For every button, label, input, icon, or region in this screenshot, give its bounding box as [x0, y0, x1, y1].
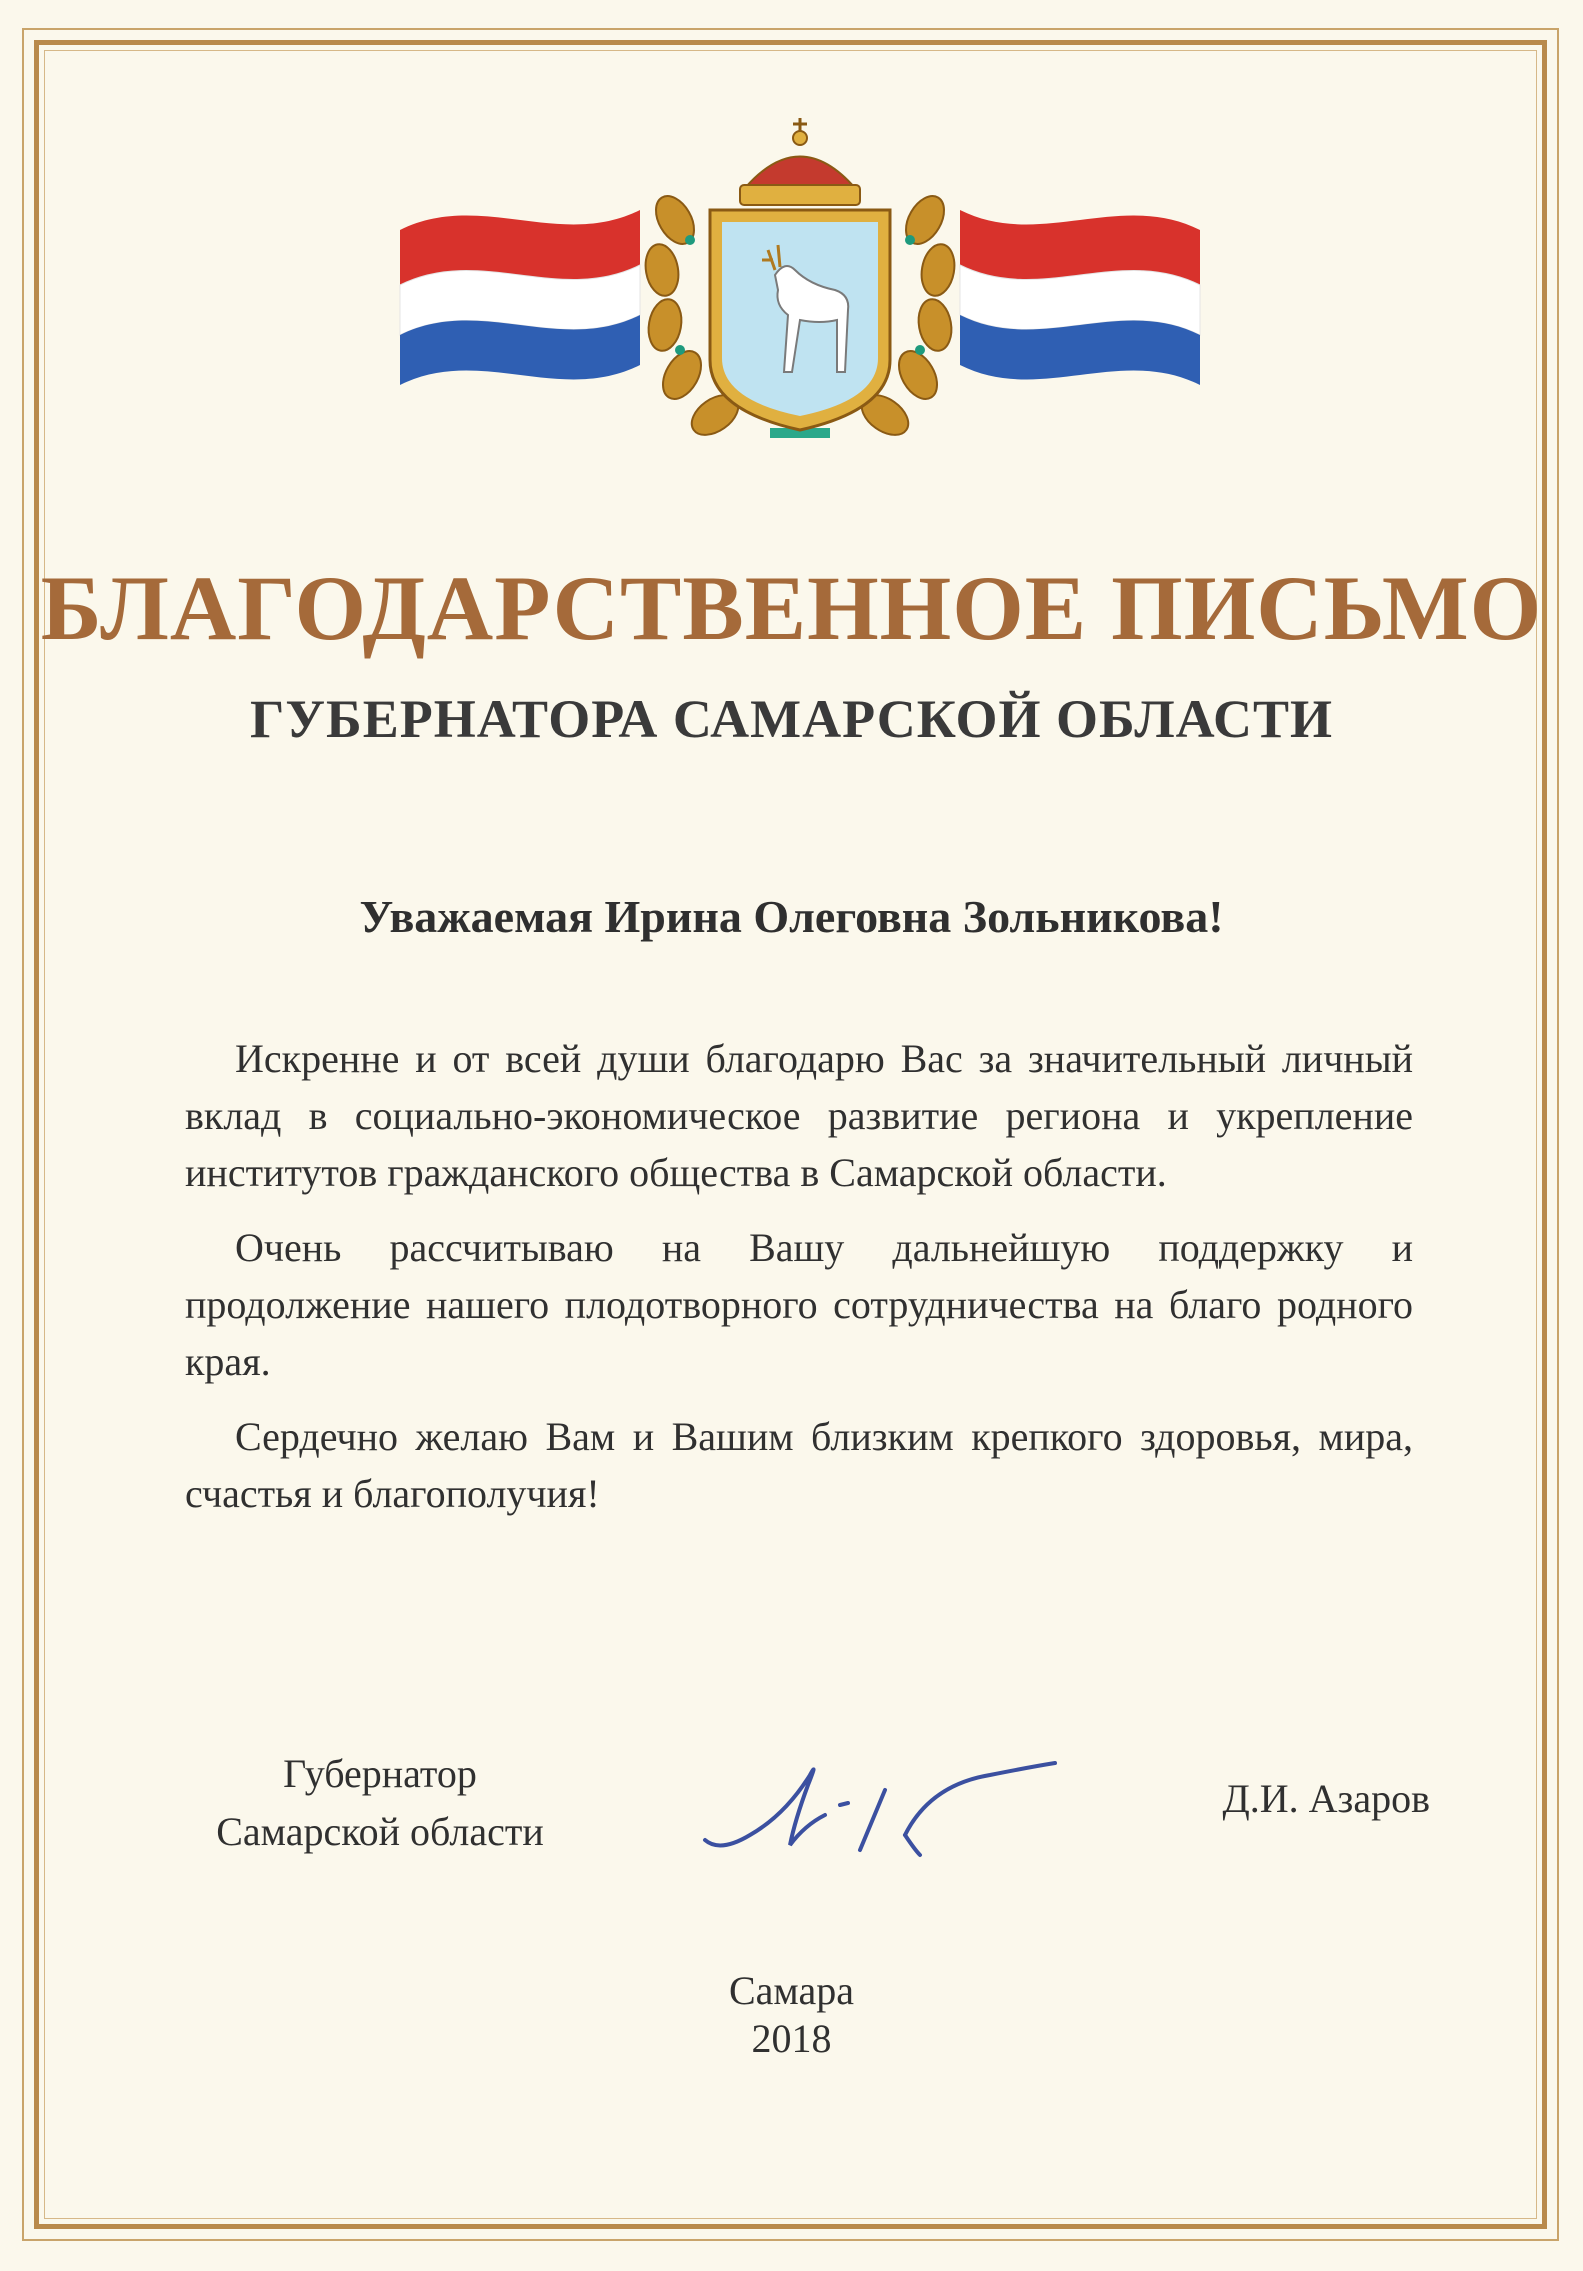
- place-and-date: [0, 1967, 1583, 2063]
- paragraph-2: Очень рассчитываю на Вашу дальнейшую поддержку и продолжение нашего плодотворного сотрудничества на благо родного края.: [185, 1225, 1413, 1384]
- document-title: БЛАГОДАРСТВЕННОЕ ПИСЬМО: [40, 557, 1543, 659]
- shield-icon: [710, 210, 890, 430]
- paragraph-1: Искренне и от всей души благодарю Вас за значительный личный вклад в социально-экономическое развитие региона и укрепление институтов гражданского общества в Самарской области.: [185, 1036, 1413, 1195]
- signatory-role: [160, 1745, 600, 1861]
- handwritten-signature: [690, 1745, 1070, 1865]
- flag-right: [960, 210, 1200, 385]
- signatory-role-line2: Самарской области: [216, 1809, 544, 1854]
- samara-coat-of-arms-icon: [390, 110, 1210, 470]
- salutation: Уважаемая Ирина Олеговна Зольникова!: [359, 891, 1224, 942]
- document-subtitle: ГУБЕРНАТОРА САМАРСКОЙ ОБЛАСТИ: [250, 689, 1333, 749]
- letter-body: [185, 1030, 1413, 1540]
- city: Самара: [729, 1968, 854, 2013]
- year: 2018: [751, 2016, 832, 2061]
- signatory-role-line1: Губернатор: [283, 1751, 477, 1796]
- crown-icon: [740, 118, 860, 205]
- signatory-name: Д.И. Азаров: [1222, 1776, 1430, 1821]
- flag-left: [400, 210, 640, 385]
- paragraph-3: Сердечно желаю Вам и Вашим близким крепкого здоровья, мира, счастья и благополучия!: [185, 1414, 1413, 1516]
